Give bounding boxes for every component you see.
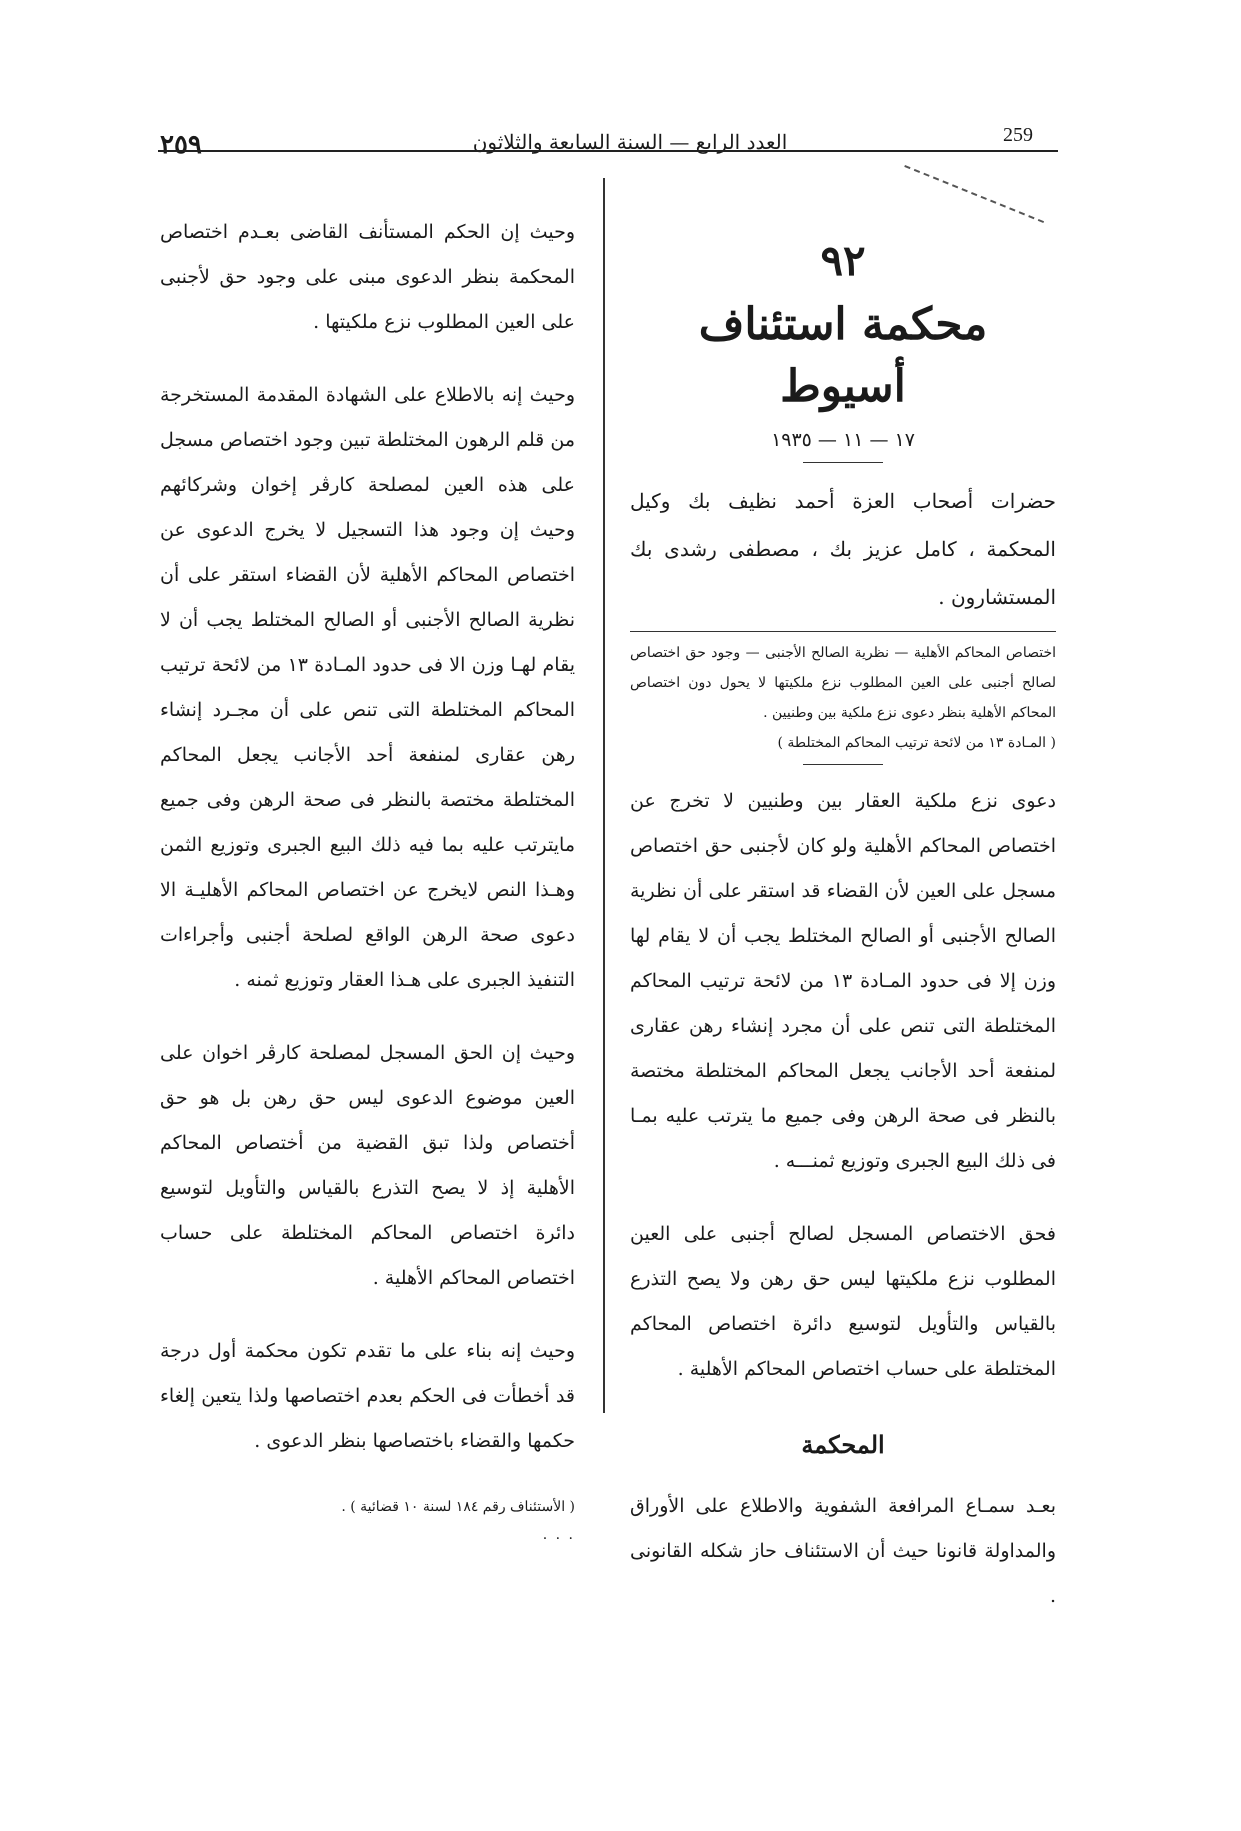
column-divider	[603, 178, 605, 1413]
summary-bottom-rule	[803, 764, 883, 765]
header-rule	[158, 150, 1058, 152]
left-paragraph-3: وحيث إن الحق المسجل لمصلحة كارڤر اخوان على العين موضوع الدعوى ليس حق رهن بل هو حق أختصاص ولذا تبق القضية من أختصاص المحاكم الأهلية إذ لا يصح التذرع بالقياس والتأويل لتوسيع دائرة اختصاص المحاكم المختلطة على حساب اختصاص المحاكم الأهلية .	[160, 1042, 575, 1289]
right-column	[630, 236, 1056, 1647]
court-name: محكمة استئناف أسيوط	[698, 299, 988, 412]
appeal-footnote: ( الأستئناف رقم ١٨٤ لسنة ١٠ قضائية ) .	[341, 1499, 575, 1515]
summary-reference: ( المـادة ١٣ من لائحة ترتيب المحاكم المختلطة )	[777, 735, 1056, 751]
summary-top-rule	[630, 631, 1056, 632]
date-rule	[803, 462, 883, 463]
page-number-arabic: ٢٥٩	[160, 130, 202, 160]
section-title-court: المحكمة	[801, 1430, 885, 1459]
decorative-stroke	[904, 165, 1044, 223]
headnote-paragraph-2: فحق الاختصاص المسجل لصالح أجنبى على العين المطلوب نزع ملكيتها ليس حق رهن ولا يصح التذرع بالقياس والتأويل لتوسيع دائرة اختصاص المحاكم المختلطة على حساب اختصاص المحاكم الأهلية .	[630, 1223, 1056, 1380]
left-paragraph-2: وحيث إنه بالاطلاع على الشهادة المقدمة المستخرجة من قلم الرهون المختلطة تبين وجود اختصاص مسجل على هذه العين لمصلحة كارڤر إخوان وشركائهم وحيث إن وجود هذا التسجيل لا يخرج الدعوى عن اختصاص المحاكم الأهلية لأن القضاء استقر على أن نظرية الصالح الأجنبى أو الصالح المختلط يجب أن لا يقام لهـا وزن الا فى حدود المـادة ١٣ من لائحة ترتيب المحاكم المختلطة التى تنص على أن مجـرد إنشاء رهن عقارى لمنفعة أحد الأجانب يجعل المحاكم المختلطة مختصة بالنظر فى صحة الرهن وفى جميع مايترتب عليه بما فيه ذلك البيع الجبرى وتوزيع الثمن وهـذا النص لايخرج عن اختصاص المحاكم الأهليـة الا دعوى صحة الرهن الواقع لصلحة أجنبى وأجراءات التنفيذ الجبرى على هـذا العقار وتوزيع ثمنه .	[160, 384, 575, 991]
judgment-date: ١٧ — ١١ — ١٩٣٥	[771, 429, 915, 451]
judges-panel: حضرات أصحاب العزة أحمد نظيف بك وكيل المحكمة ، كامل عزيز بك ، مصطفى رشدى بك المستشارون .	[630, 489, 1056, 609]
issue-title: العدد الرابع — السنة السابعة والثلاثون	[472, 130, 788, 154]
headnote-paragraph-1: دعوى نزع ملكية العقار بين وطنيين لا تخرج عن اختصاص المحاكم الأهلية ولو كان لأجنبى حق اختصاص مسجل على العين لأن القضاء قد استقر على أن نظرية الصالح الأجنبى أو الصالح المختلط يجب أن لا يقام لها وزن إلا فى حدود المـادة ١٣ من لائحة ترتيب المحاكم المختلطة التى تنص على أن مجرد إنشاء رهن عقارى لمنفعة أحد الأجانب يجعل المحاكم المختلطة مختصة بالنظر فى صحة الرهن وفى جميع ما يترتب عليه بمـا فى ذلك البيع الجبرى وتوزيع ثمنـــه .	[630, 790, 1056, 1172]
judgment-opening: بعـد سمـاع المرافعة الشفوية والاطلاع على الأوراق والمداولة قانونا حيث أن الاستئناف حاز شكله القانونى .	[630, 1495, 1056, 1607]
trailing-dots: . . .	[542, 1527, 575, 1543]
case-number: ٩٢	[820, 236, 866, 285]
left-column	[160, 210, 575, 1548]
left-paragraph-4: وحيث إنه بناء على ما تقدم تكون محكمة أول درجة قد أخطأت فى الحكم بعدم اختصاصها ولذا يتعين إلغاء حكمها والقضاء باختصاصها بنظر الدعوى .	[160, 1340, 575, 1452]
legal-summary: اختصاص المحاكم الأهلية — نظرية الصالح الأجنبى — وجود حق اختصاص لصالح أجنبى على العين المطلوب نزع ملكيتها لا يحول دون اختصاص المحاكم الأهلية بنظر دعوى نزع ملكية بين وطنيين .	[630, 645, 1056, 721]
page-number-latin: 259	[1003, 124, 1033, 146]
left-paragraph-1: وحيث إن الحكم المستأنف القاضى بعـدم اختصاص المحكمة بنظر الدعوى مبنى على وجود حق لأجنبى على العين المطلوب نزع ملكيتها .	[160, 221, 575, 333]
